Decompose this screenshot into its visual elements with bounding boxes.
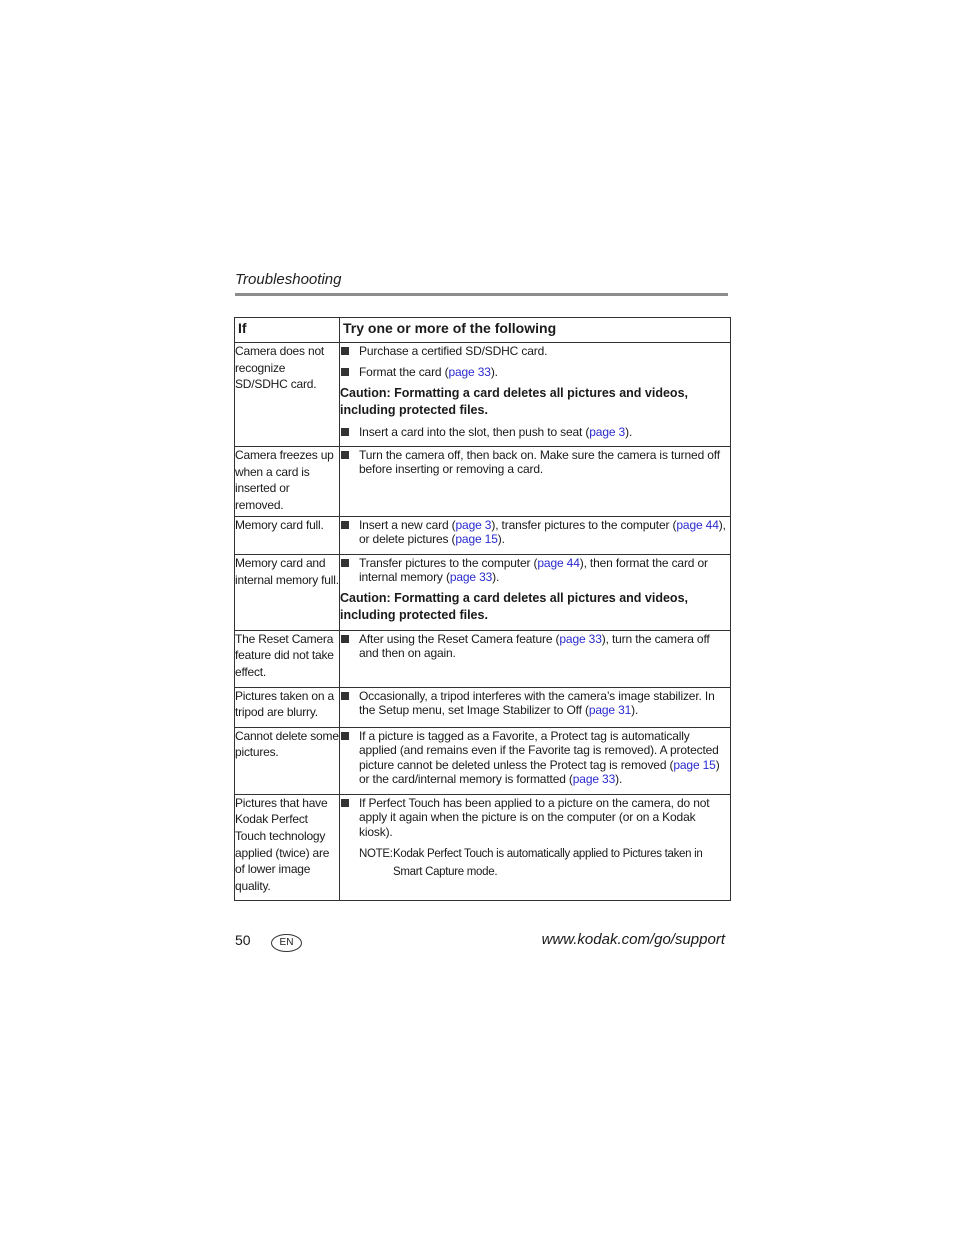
- table-row: [235, 630, 731, 687]
- bullet-square-icon: [341, 428, 349, 436]
- list-item: Turn the camera off, then back on. Make sure the camera is turned off before inserting or removing a card.: [340, 448, 730, 477]
- support-url[interactable]: www.kodak.com/go/support: [541, 931, 725, 948]
- row-condition: Pictures that have Kodak Perfect Touch technology applied (twice) are of lower image quality.: [235, 794, 340, 900]
- table-row: [235, 555, 731, 631]
- table-row: [235, 794, 731, 900]
- page-link[interactable]: page 15: [673, 757, 716, 772]
- language-badge-icon: EN: [271, 934, 302, 952]
- bullet-square-icon: [341, 451, 349, 459]
- page-link[interactable]: page 44: [537, 556, 580, 570]
- col-header-try: Try one or more of the following: [340, 318, 731, 343]
- bullet-square-icon: [341, 368, 349, 376]
- caution-text: Caution: Formatting a card deletes all pictures and videos, including protected files.: [340, 590, 688, 622]
- row-condition: The Reset Camera feature did not take effect.: [235, 630, 340, 687]
- header-rule: [235, 293, 728, 296]
- list-item: If a picture is tagged as a Favorite, a Protect tag is automatically applied (and remains even if the Favorite tag is removed). A protected picture cannot be deleted unless the Protect tag is removed (page 15) or the card/internal memory is formatted (page 33).: [340, 729, 730, 787]
- bullet-square-icon: [341, 692, 349, 700]
- page-link[interactable]: page 33: [559, 631, 602, 646]
- list-item: Format the card (page 33).: [340, 365, 730, 379]
- page-link[interactable]: page 33: [448, 365, 491, 380]
- row-solutions: [340, 555, 731, 631]
- row-condition: Pictures taken on a tripod are blurry.: [235, 687, 340, 727]
- row-solutions: [340, 727, 731, 794]
- page-link[interactable]: page 31: [588, 703, 632, 718]
- bullet-square-icon: [341, 559, 349, 567]
- row-condition: Memory card full.: [235, 517, 340, 555]
- list-item: If Perfect Touch has been applied to a picture on the camera, do not apply it again when the picture is on the computer (or on a Kodak kiosk).: [340, 796, 730, 839]
- row-condition: Camera does not recognize SD/SDHC card.: [235, 343, 340, 447]
- row-condition: Camera freezes up when a card is inserted or removed.: [235, 447, 340, 517]
- page-link[interactable]: page 33: [449, 570, 493, 585]
- row-solutions: [340, 343, 731, 447]
- row-solutions: [340, 447, 731, 517]
- row-solutions: [340, 630, 731, 687]
- note-label: NOTE:: [359, 848, 393, 861]
- row-condition: Memory card and internal memory full.: [235, 555, 340, 631]
- table-row: [235, 343, 731, 447]
- caution-text: Caution: Formatting a card deletes all pictures and videos, including protected files.: [340, 385, 688, 417]
- table-row: [235, 517, 731, 555]
- bullet-square-icon: [341, 799, 349, 807]
- table-header-row: [235, 318, 731, 343]
- page-link[interactable]: page 44: [676, 518, 719, 532]
- col-header-if: If: [235, 318, 340, 343]
- list-item: Occasionally, a tripod interferes with the camera’s image stabilizer. In the Setup menu, set Image Stabilizer to Off (page 31).: [340, 689, 730, 718]
- page-number: 50: [235, 932, 251, 948]
- list-item: Insert a card into the slot, then push to seat (page 3).: [340, 425, 730, 439]
- row-solutions: [340, 794, 731, 900]
- page-link[interactable]: page 3: [589, 424, 626, 439]
- note: [359, 846, 730, 881]
- bullet-square-icon: [341, 635, 349, 643]
- note-text: Kodak Perfect Touch is automatically applied to Pictures taken in Smart Capture mode.: [393, 848, 703, 878]
- troubleshooting-table: [234, 317, 731, 901]
- bullet-square-icon: [341, 732, 349, 740]
- table-row: [235, 447, 731, 517]
- bullet-square-icon: [341, 521, 349, 529]
- page-link[interactable]: page 33: [572, 772, 616, 787]
- page-link[interactable]: page 3: [455, 518, 492, 532]
- list-item: Purchase a certified SD/SDHC card.: [340, 344, 730, 358]
- list-item: Insert a new card (page 3), transfer pictures to the computer (page 44), or delete pictures (page 15).: [340, 518, 730, 547]
- row-solutions: [340, 687, 731, 727]
- bullet-square-icon: [341, 347, 349, 355]
- table-row: [235, 687, 731, 727]
- section-title: Troubleshooting: [235, 271, 342, 288]
- table-row: [235, 727, 731, 794]
- list-item: After using the Reset Camera feature (page 33), turn the camera off and then on again.: [340, 632, 730, 661]
- page-link[interactable]: page 15: [455, 532, 498, 547]
- list-item: Transfer pictures to the computer (page 44), then format the card or internal memory (page 33).: [340, 556, 730, 585]
- row-solutions: [340, 517, 731, 555]
- row-condition: Cannot delete some pictures.: [235, 727, 340, 794]
